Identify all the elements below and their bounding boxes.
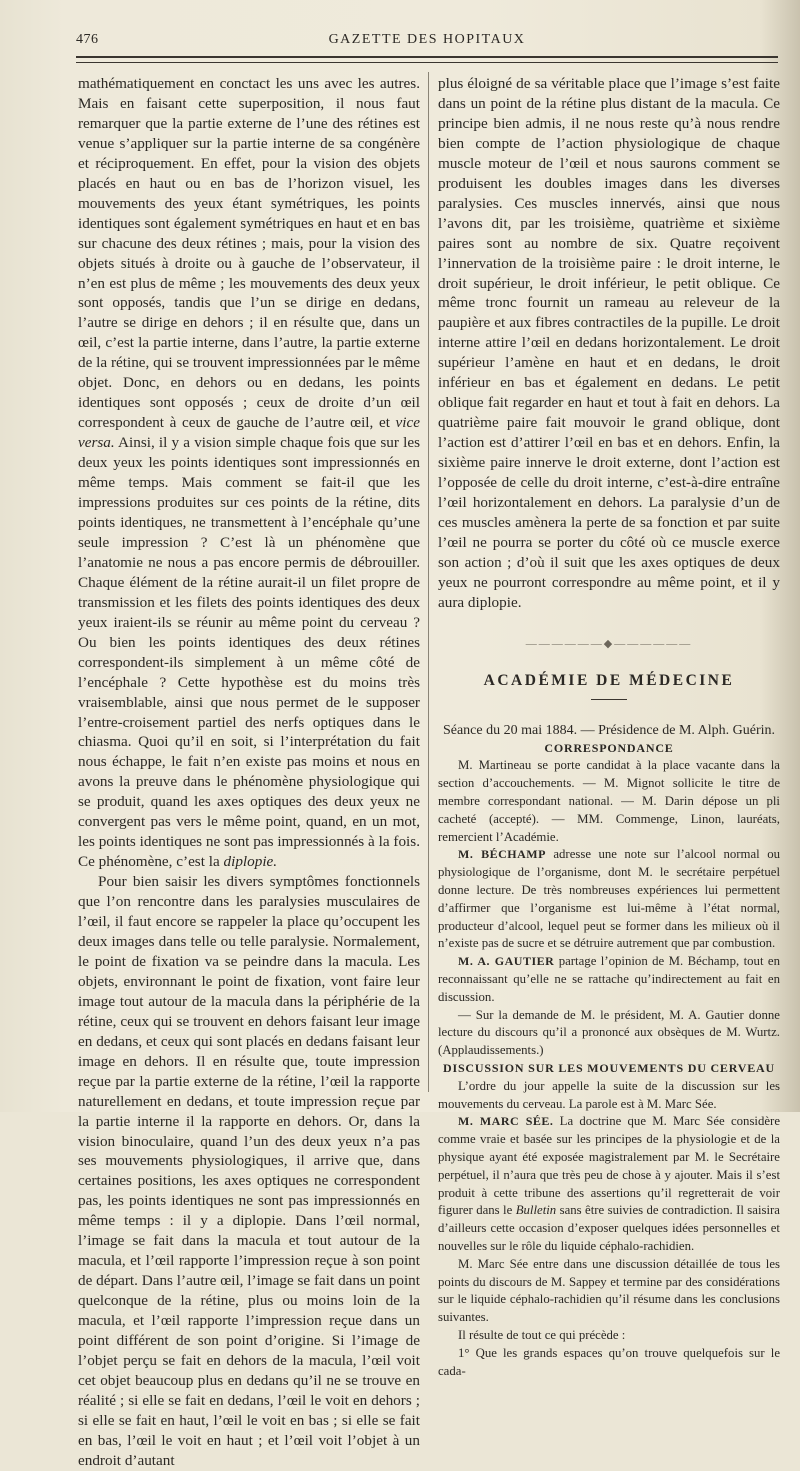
bechamp-paragraph	[438, 846, 780, 953]
column-divider	[428, 72, 429, 1092]
academie-report	[438, 740, 780, 1381]
speaker-name: M. MARC SÉE.	[458, 1114, 554, 1129]
wurtz-paragraph: — Sur la demande de M. le président, M. A. Gautier donne lecture du discours qu’il a prononcé aux obsèques de M. Wurtz. (Applaudissements.)	[438, 1007, 780, 1058]
left-paragraph-2: Pour bien saisir les divers symptômes fonctionnels que l’on rencontre dans les paralysies musculaires de l’œil, il faut encore se rappeler la place qu’occupent les deux images dans telle ou telle paralysie. Normalement, le point de fixation va se peindre dans la macula. Les objets, environnant le point de fixation, vont faire leur image tout autour de la macula dans la périphérie de la rétine, ceux qui se trouvent en dehors faisant leur image en dedans, et ceux qui sont placés en dedans faisant leur image en dehors. Il en résulte que, toute impression reçue par la partie externe de la rétine, l’œil la rapporte naturellement en dedans, et toute impression reçue par la partie interne il la rapporte en dehors. Or, dans la vision binoculaire, quand l’un des deux yeux n’a pas ses mouvements physiologiques, il arrive que, dans certaines positions, les axes optiques ne correspondent pas, les points identiques ne sont pas impressionnés en même temps : il y a diplopie. Dans l’œil normal, l’image se fait dans la macula et tout autour de la macula, et l’œil rapporte l’impression reçue à son point de départ. Dans l’autre œil, l’image se fait dans un point quelconque de la rétine, plus ou moins loin de la macula, et l’œil rapporte l’impression reçue dans un point différent de son point d’origine. Si l’image de l’objet perçu se fait en dehors de la macula, l’œil voit cet objet beaucoup plus en dedans qu’il ne se trouve en réalité ; si elle se fait en dedans, l’œil le voit en dehors ; si elle se fait en haut, l’œil le voit en bas ; si elle se fait en bas, l’œil le voit en haut ; et l’œil voit l’objet à un endroit d’autant	[78, 873, 420, 1469]
correspondance-paragraph: M. Martineau se porte candidat à la place vacante dans la section d’accouchements. — M. Mignot sollicite le titre de membre correspondant national. — M. Darin dépose un pli cacheté (accepté). — MM. Commenge, Linon, lauréats, remercient l’Académie.	[438, 758, 780, 844]
seance-line: Séance du 20 mai 1884. — Présidence de M. Alph. Guérin.	[442, 722, 776, 738]
section-ornament: ——————◆——————	[525, 637, 693, 650]
journal-title: GAZETTE DES HOPITAUX	[328, 32, 526, 47]
speaker-name: M. BÉCHAMP	[458, 847, 546, 862]
discussion-paragraph-4: Il résulte de tout ce qui précède :	[458, 1327, 626, 1342]
speaker-name: M. A. GAUTIER	[458, 954, 555, 969]
right-paragraph-1: plus éloigné de sa véritable place que l’image s’est faite dans un point de la rétine plus distant de la macula. Ce principe bien admis, il ne nous reste qu’à nous rendre bien compte de l’action physiologique de chaque muscle moteur de l’œil et nous saurons comment se produisent les doubles images dans les diverses paralysies. Ces muscles innervés, ainsi que nous l’avons dit, par les troisième, quatrième et sixième paires sont au nombre de six. Quatre reçoivent l’innervation de la troisième paire : le droit interne, le droit supérieur, le droit inférieur, le petit oblique. Ce même tronc fournit un rameau au releveur de la paupière et aux fibres contractiles de la pupille. Le droit interne attire l’œil en dedans horizontalement. Le droit supérieur l’amène en haut et en dedans, le droit inférieur en bas et également en dedans. Le petit oblique fait regarder en haut et tout à fait en dehors. La quatrième paire fait mouvoir le grand oblique, dont l’action est d’attirer l’œil en bas et en dehors. Enfin, la sixième paire innerve le droit externe, dont l’action est l’opposée de celle du droit interne, c’est-à-dire entraîne l’œil horizontalement en dehors. La paralysie d’un de ces muscles amènera la perte de sa fonction et par suite l’œil ne pourra se porter du côté où ce muscle exerce son action ; d’où il suit que les axes optiques de deux yeux ne pourront correspondre au même point, et il y aura diplopie.	[438, 75, 780, 611]
header-rule-thick	[76, 56, 778, 58]
discussion-paragraph-5: 1° Que les grands espaces qu’on trouve quelquefois sur le cada-	[438, 1345, 780, 1378]
title-rule	[591, 699, 627, 700]
discussion-paragraph-3: M. Marc Sée entre dans une discussion détaillée de tous les points du discours de M. Sappey et termine par des considérations sur le liquide céphalo-rachidien qu’il résume dans les conclusions suivantes.	[438, 1256, 780, 1325]
text-run: mathématiquement en conctact les uns avec les autres. Mais en faisant cette superposition, il nous faut remarquer que la partie externe de l’une des rétines est venue s’appliquer sur la partie interne de sa congénère et réciproquement. En effet, pour la vision des objets placés en haut ou en bas de l’horizon visuel, les mouvements des yeux étant symétriques, les points identiques sont également symétriques en haut et en bas sur chacune des deux rétines ; mais, pour la vision des objets situés à droite ou à gauche de l’observateur, il n’en est plus de même ; les mouvements des deux yeux sont opposés, tandis que l’un se dirige en dedans, l’autre se dirige en dehors ; il en résulte que, dans un œil, c’est la partie interne, dans l’autre, la partie externe de la rétine, qui se trouvent impressionnées par le même objet. Donc, en dehors ou en dedans, les points identiques sont opposés ; ceux de droite d’un œil correspondent à ceux de gauche de l’autre œil, et	[78, 75, 420, 432]
marc-see-paragraph	[438, 1113, 780, 1255]
italic-term: Bulletin	[515, 1203, 557, 1218]
gautier-paragraph	[438, 953, 780, 1006]
left-column	[78, 74, 420, 1471]
page-number: 476	[76, 32, 99, 47]
italic-term: diplopie.	[223, 853, 278, 871]
right-column	[438, 74, 780, 1380]
text-run: sans être suivies de contradiction. Il saisira d’ailleurs cette occasion d’exposer quelques idées personnelles et nouvelles sur le rôle du liquide céphalo-rachidien.	[438, 1203, 780, 1253]
text-run: Ainsi, il y a vision simple chaque fois que sur les deux yeux les points identiques sont impressionnés en même temps. Mais comment se fait-il que les impressions produites sur ces points de la rétine, dits points identiques, ne transmettent à l’encéphale qu’une seule impression ? C’est là un phénomène que l’anatomie ne nous a pas encore permis de débrouiller. Chaque élément de la rétine aurait-il un filet propre de transmission et les filets des points identiques des deux yeux iraient-ils se réunir au même point du cerveau ? Ou bien les points identiques des deux rétines correspondent-ils simplement à un même côté de l’encéphale ? Cette hypothèse est du moins très vraisemblable, ainsi que nous permet de le supposer l’entre-croisement partiel des nerfs optiques dans le chiasma. Quoi qu’il en soit, si l’interprétation du fait nous échappe, le fait n’en existe pas moins et nous en avons la preuve dans le phénomène physiologique qui se produit, quand les axes optiques des deux yeux ne convergent pas vers le même point, quand, en un mot, les points identiques ne sont pas impressionnés à la fois. Ce phénomène, c’est la	[78, 434, 420, 871]
page-header	[76, 32, 778, 54]
text-run: partage l’opinion de M. Béchamp, tout en reconnaissant qu’elle ne se rattache qu’indirectement au fait en discussion.	[438, 954, 780, 1004]
subhead-correspondance: CORRESPONDANCE	[544, 740, 674, 755]
italic-term: vice versa.	[78, 414, 420, 452]
section-title-academie: ACADÉMIE DE MÉDECINE	[483, 671, 735, 689]
left-paragraph-1	[78, 74, 420, 872]
discussion-paragraph-1: L’ordre du jour appelle la suite de la discussion sur les mouvements du cerveau. La parole est à M. Marc Sée.	[438, 1078, 780, 1111]
subhead-discussion: DISCUSSION SUR LES MOUVEMENTS DU CERVEAU	[443, 1060, 775, 1075]
text-run: adresse une note sur l’alcool normal ou physiologique de l’organisme, dont M. le secrétaire perpétuel donne lecture. De très nombreuses expériences lui permettent d’affirmer que l’organisme est lui-même à l’état normal, producteur d’alcool, lequel peut se former dans les milieux où il n’existe pas de sucre et se détruire autrement que par combustion.	[438, 847, 780, 951]
text-run: La doctrine que M. Marc Sée considère comme vraie et basée sur les principes de la physiologie et de la physique ayant été exposée magistralement par M. le Secrétaire perpétuel, il n’aura que très peu de chose à y ajouter. Mais il s’est produit à cette tribune des assertions qu’il regretterait de voir figurer dans le	[438, 1114, 780, 1218]
header-rule-thin	[76, 62, 778, 63]
